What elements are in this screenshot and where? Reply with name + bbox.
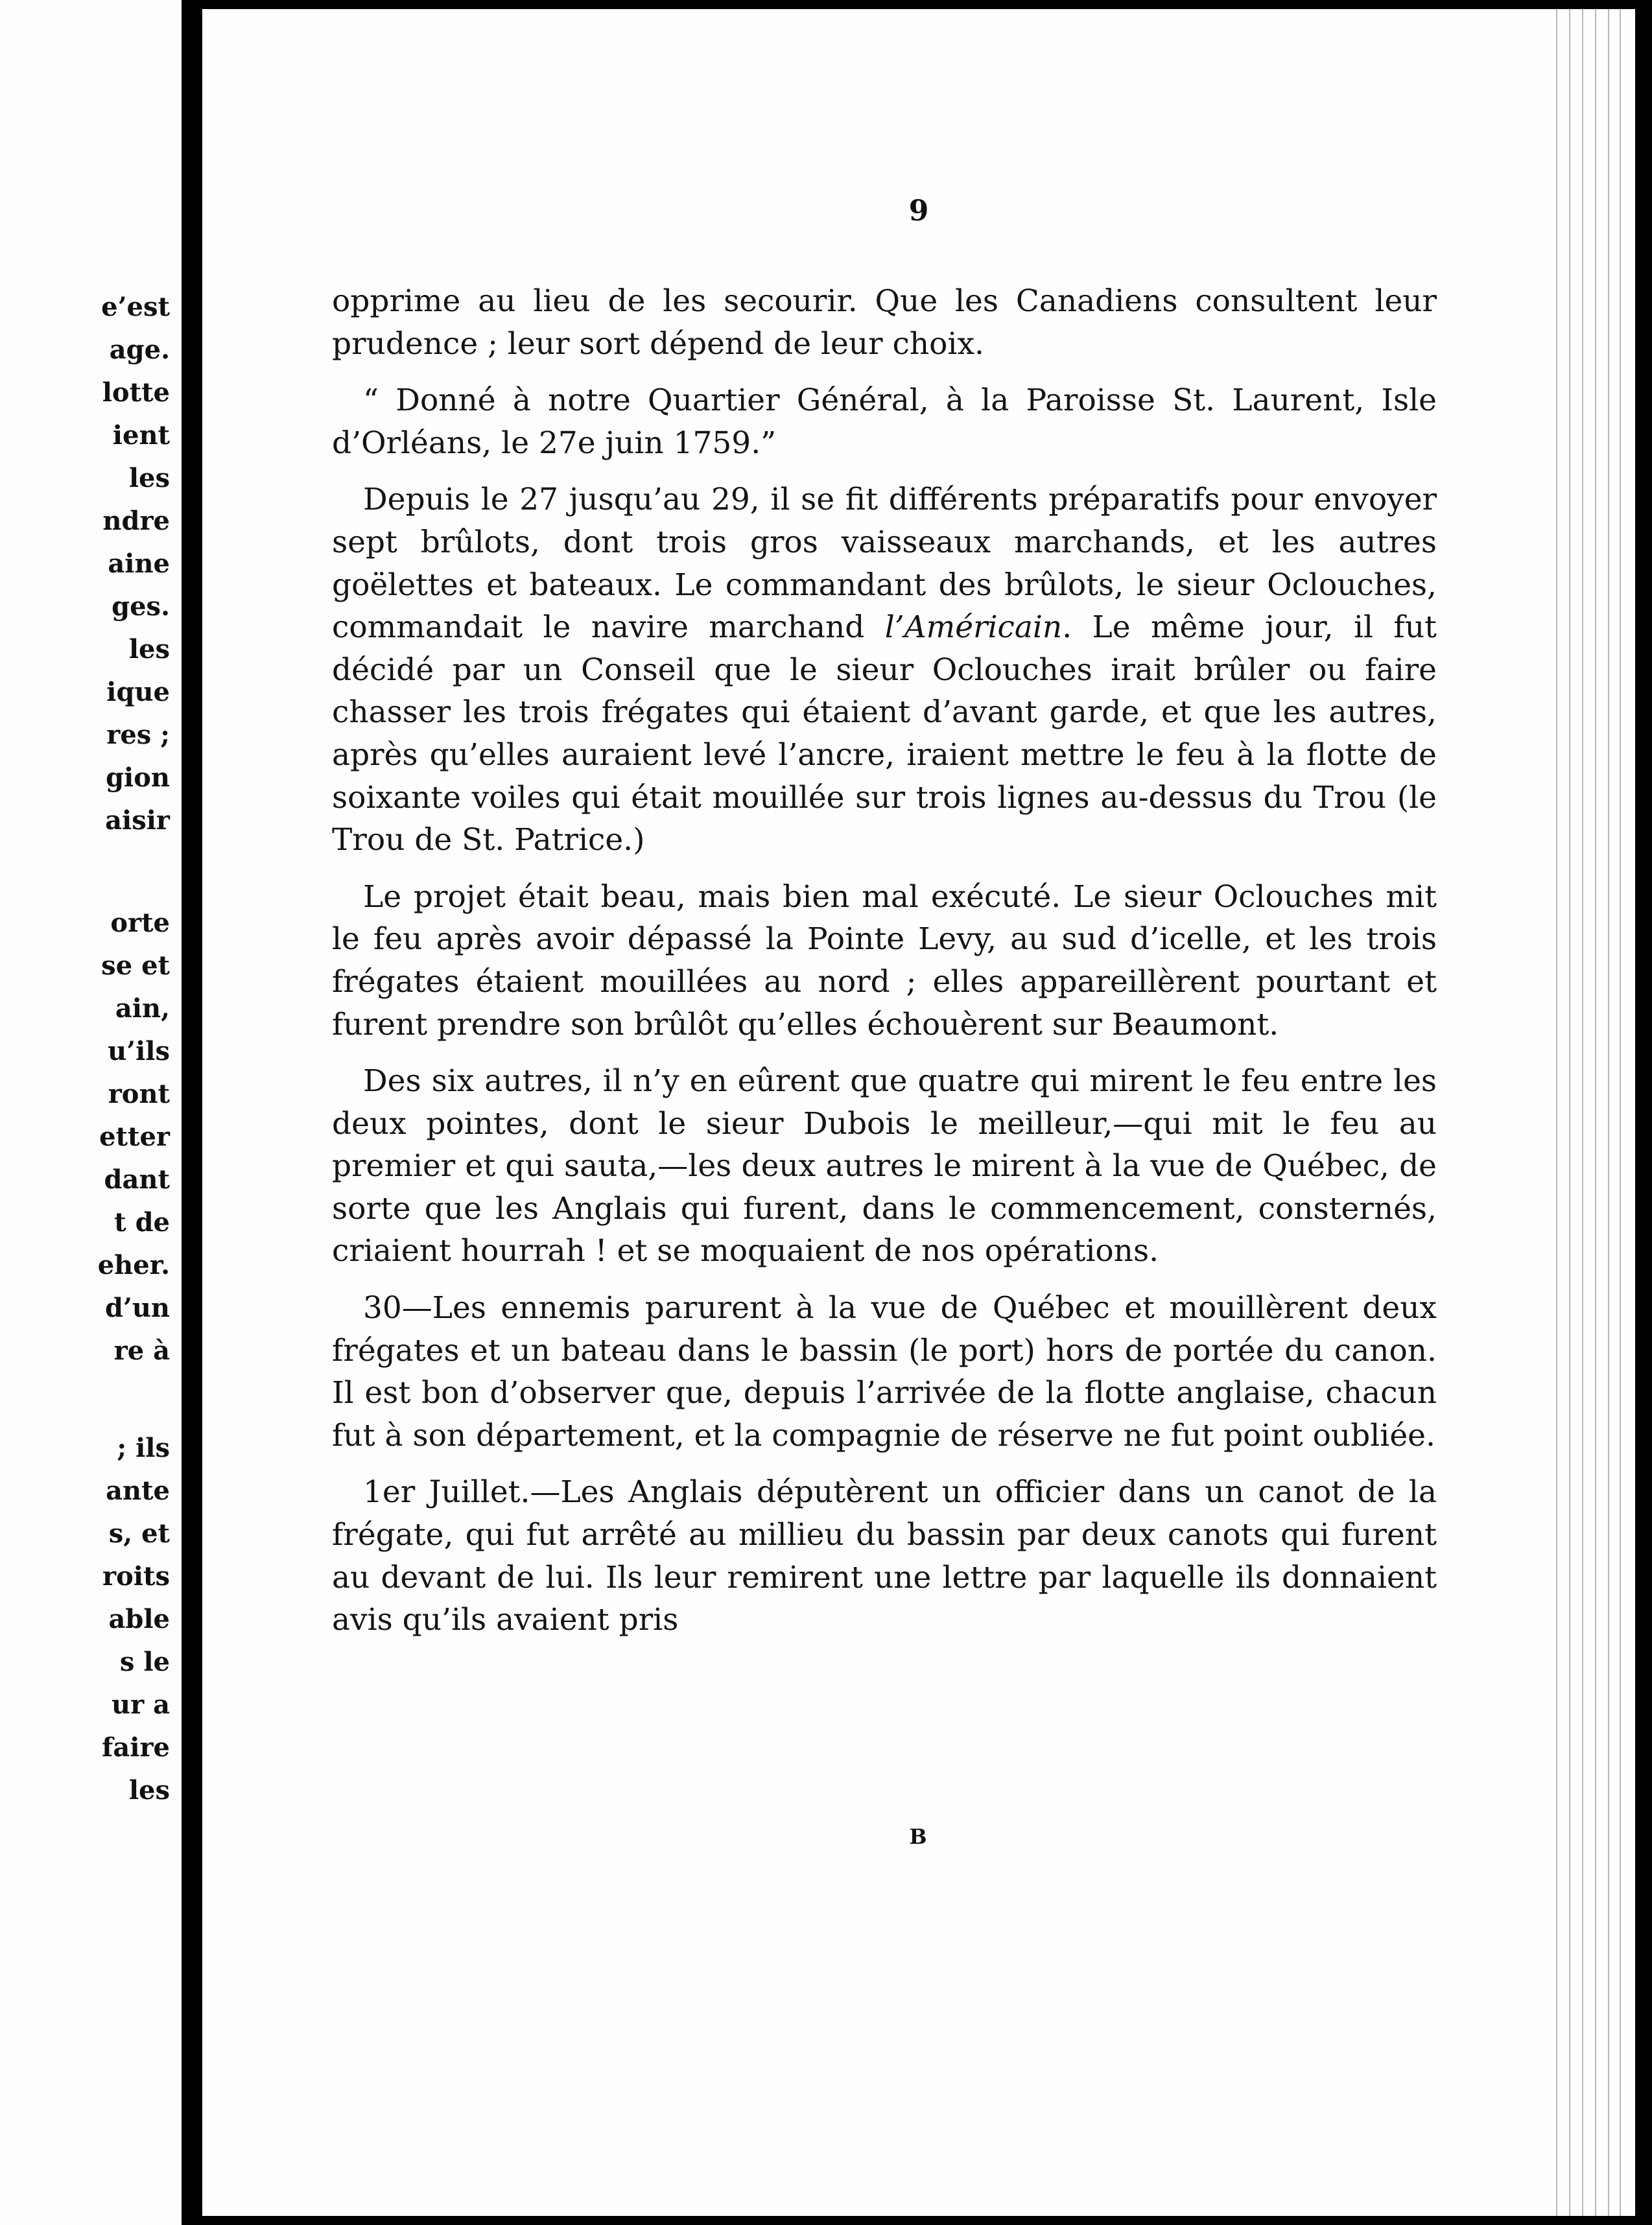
left-page-line-fragment: t de (114, 1207, 170, 1238)
paragraph: Le projet était beau, mais bien mal exécuté. Le sieur Oclouches mit le feu après avoir dépassé la Pointe Levy, au sud d’icelle, et les trois frégates étaient mouillées au nord ; elles appareillèrent pourtant et furent prendre son brûlôt qu’elles échouèrent sur Beaumont. (332, 878, 1437, 1042)
paragraph: Des six autres, il n’y en eûrent que quatre qui mirent le feu entre les deux pointes, dont le sieur Dubois le meilleur,—qui mit le feu au premier et qui sauta,—les deux autres le mirent à la vue de Québec, de sorte que les Anglais qui furent, dans le commencement, consternés, criaient hourrah ! et se moquaient de nos opérations. (332, 1063, 1437, 1269)
page-edge-line (1556, 9, 1557, 2216)
paragraph: 30—Les ennemis parurent à la vue de Québec et mouillèrent deux frégates et un bateau dans le bassin (le port) hors de portée du canon. Il est bon d’observer que, depuis l’arrivée de la flotte anglaise, chacun fut à son département, et la compagnie de réserve ne fut point oubliée. (332, 1290, 1437, 1454)
left-page-line-fragment: ; ils (117, 1433, 170, 1463)
left-page-line-fragment: ur a (112, 1689, 170, 1720)
left-page-line-fragment: aine (108, 548, 170, 579)
left-page-line-fragment: etter (99, 1122, 170, 1152)
left-page-line-fragment: ient (112, 420, 170, 451)
left-page-line-fragment: aisir (105, 805, 170, 836)
left-page-line-fragment: dant (104, 1164, 170, 1195)
left-page-line-fragment: re à (113, 1336, 170, 1366)
page-edge-line (1595, 9, 1596, 2216)
left-page-line-fragment: ique (106, 677, 170, 707)
signature-mark: B (909, 1824, 928, 1849)
text-run: . Le même jour, il fut décidé par un Conseil que le sieur Oclouches irait brûler ou faire chasser les trois frégates qui étaient d’avant garde, et que les autres, après qu’elles auraient levé l’ancre, iraient mettre le feu à la flotte de soixante voiles qui était mouillée sur trois lignes au-dessus du Trou (le Trou de St. Patrice.) (332, 609, 1437, 858)
left-page-line-fragment: roits (102, 1561, 170, 1592)
page-edge-line (1620, 9, 1621, 2216)
paragraph-quote-date: “ Donné à notre Quartier Général, à la Paroisse St. Laurent, Isle d’Orléans, le 27e juin 1759.” (332, 383, 1437, 461)
page-edge-line (1608, 9, 1609, 2216)
left-page-line-fragment: ante (106, 1476, 170, 1506)
left-page-line-fragment: faire (102, 1732, 170, 1763)
page-edge-line (1582, 9, 1583, 2216)
left-page-line-fragment: lotte (102, 377, 170, 408)
paragraph (332, 478, 1437, 861)
left-page-line-fragment: eher. (97, 1250, 170, 1280)
page-edge-line (1569, 9, 1570, 2216)
paragraph: opprime au lieu de les secourir. Que les Canadiens consultent leur prudence ; leur sort dépend de leur choix. (332, 283, 1437, 362)
left-page-line-fragment: ndre (102, 506, 170, 536)
left-page-line-fragment: u’ils (108, 1036, 170, 1066)
left-page-line-fragment: e’est (101, 292, 170, 322)
left-page-line-fragment: res ; (106, 720, 170, 750)
left-page-line-fragment: s le (119, 1647, 170, 1677)
left-page-line-fragment: s, et (108, 1518, 170, 1549)
left-page-line-fragment: se et (101, 950, 170, 981)
left-page-line-fragment: age. (109, 335, 170, 365)
ship-name: l’Américain (884, 609, 1063, 646)
left-page-line-fragment: gion (106, 762, 170, 793)
left-page-line-fragment: d’un (104, 1293, 170, 1323)
page-number: 9 (908, 194, 929, 228)
left-page-line-fragment: ain, (115, 993, 170, 1024)
left-page-line-fragment: les (128, 634, 170, 665)
left-page-line-fragment: les (128, 1775, 170, 1806)
body-text (332, 280, 1437, 1642)
paragraph: 1er Juillet.—Les Anglais députèrent un officier dans un canot de la frégate, qui fut arrêté au millieu du bassin par deux canots qui furent au devant de lui. Ils leur remirent une lettre par laquelle ils donnaient avis qu’ils avaient pris (332, 1474, 1437, 1638)
left-page-line-fragment: les (128, 463, 170, 493)
book-page (202, 9, 1635, 2216)
left-page-line-fragment: ges. (112, 591, 170, 622)
left-facing-page (0, 0, 182, 2225)
left-page-line-fragment: orte (110, 908, 170, 938)
left-page-line-fragment: ront (108, 1079, 170, 1109)
left-page-line-fragment: able (108, 1604, 170, 1634)
text-run: Depuis le 27 jusqu’au 29, il se fit différents préparatifs pour envoyer sept brûlots, dont trois gros vaisseaux marchands, et les autres goëlettes et bateaux. Le commandant des brûlots, le sieur Oclouches, commandait le navire marchand (332, 482, 1437, 646)
